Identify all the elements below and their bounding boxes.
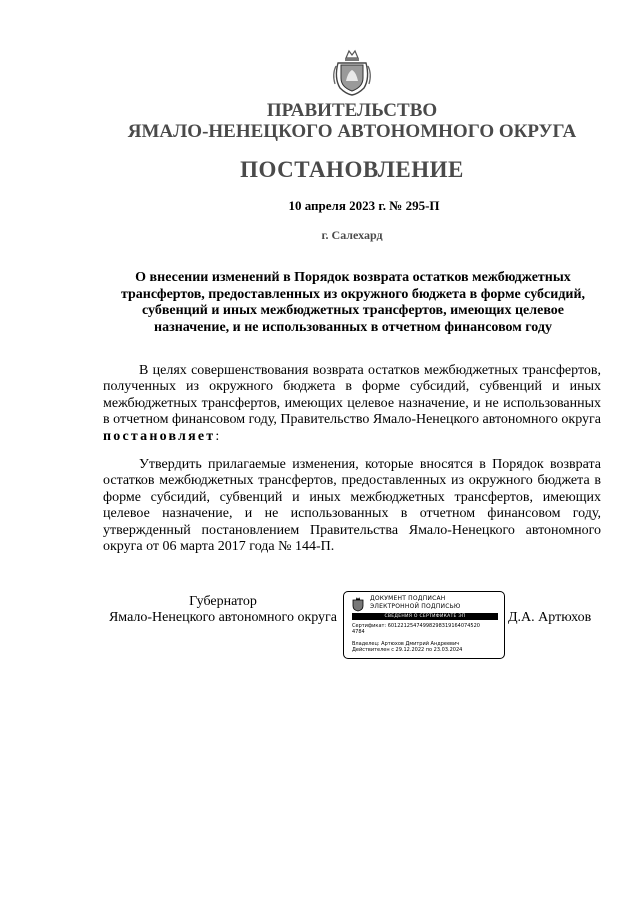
paragraph-resolution-text: Утвердить прилагаемые изменения, которые вносятся в Порядок возврата остатков межбюджетных трансфертов, предоставленных из окружного бюджета в форме субсидий, субвенций и иных межбюджетных трансфертов, имеющих целевое назначение, и не использованных в отчетном финансовом году, утвержденный постановлением Правительства Ямало-Ненецкого автономного округа от 06 марта 2017 года № 144-П. <box>103 457 601 555</box>
government-name-line1: ПРАВИТЕЛЬСТВО <box>266 100 438 121</box>
document-date-number: 10 апреля 2023 г. № 295-П <box>288 198 440 213</box>
stamp-title-line2: ЭЛЕКТРОННОЙ ПОДПИСЬЮ <box>370 602 461 610</box>
stamp-title-line1: ДОКУМЕНТ ПОДПИСАН <box>370 595 446 602</box>
stamp-owner: Владелец: Артюхов Дмитрий Андреевич <box>352 641 460 647</box>
electronic-signature-stamp <box>343 591 505 659</box>
coat-of-arms-icon <box>330 48 374 96</box>
paragraph-preamble-emphasis: постановляет <box>103 428 216 444</box>
stamp-validity: Действителен с 29.12.2022 по 23.03.2024 <box>352 647 463 653</box>
paragraph-resolution <box>103 457 601 555</box>
stamp-emblem-icon <box>351 596 365 612</box>
government-name-line2: ЯМАЛО-НЕНЕЦКОГО АВТОНОМНОГО ОКРУГА <box>127 121 577 142</box>
signatory-position-line2: Ямало-Ненецкого автономного округа <box>108 610 338 626</box>
paragraph-preamble <box>103 363 601 445</box>
stamp-title <box>370 595 461 610</box>
paragraph-preamble-end: : <box>215 428 220 444</box>
document-city: г. Салехард <box>321 228 383 242</box>
signatory-name: Д.А. Артюхов <box>508 610 592 625</box>
stamp-certificate-header: СВЕДЕНИЯ О СЕРТИФИКАТЕ ЭП <box>352 613 498 620</box>
stamp-certificate-number-cont: 4784 <box>352 629 365 635</box>
document-subject: О внесении изменений в Порядок возврата остатков межбюджетных трансфертов, предоставленных из окружного бюджета в форме субсидий, субвенций и иных межбюджетных трансфертов, имеющих целевое назначение, и не использованных в отчетном финансовом году <box>120 270 586 335</box>
signatory-position <box>103 594 343 627</box>
paragraph-preamble-text: В целях совершенствования возврата остатков межбюджетных трансфертов, полученных из окружного бюджета в форме субсидий, субвенций и иных межбюджетных трансфертов, имеющих целевое назначение, и не использованных в отчетном финансовом году, Правительство Ямало-Ненецкого автономного округа <box>103 363 601 428</box>
stamp-certificate-number: Сертификат: 60122125474998298319164074520 <box>352 623 480 629</box>
document-type-title: ПОСТАНОВЛЕНИЕ <box>240 157 464 182</box>
signatory-position-line1: Губернатор <box>189 594 257 609</box>
